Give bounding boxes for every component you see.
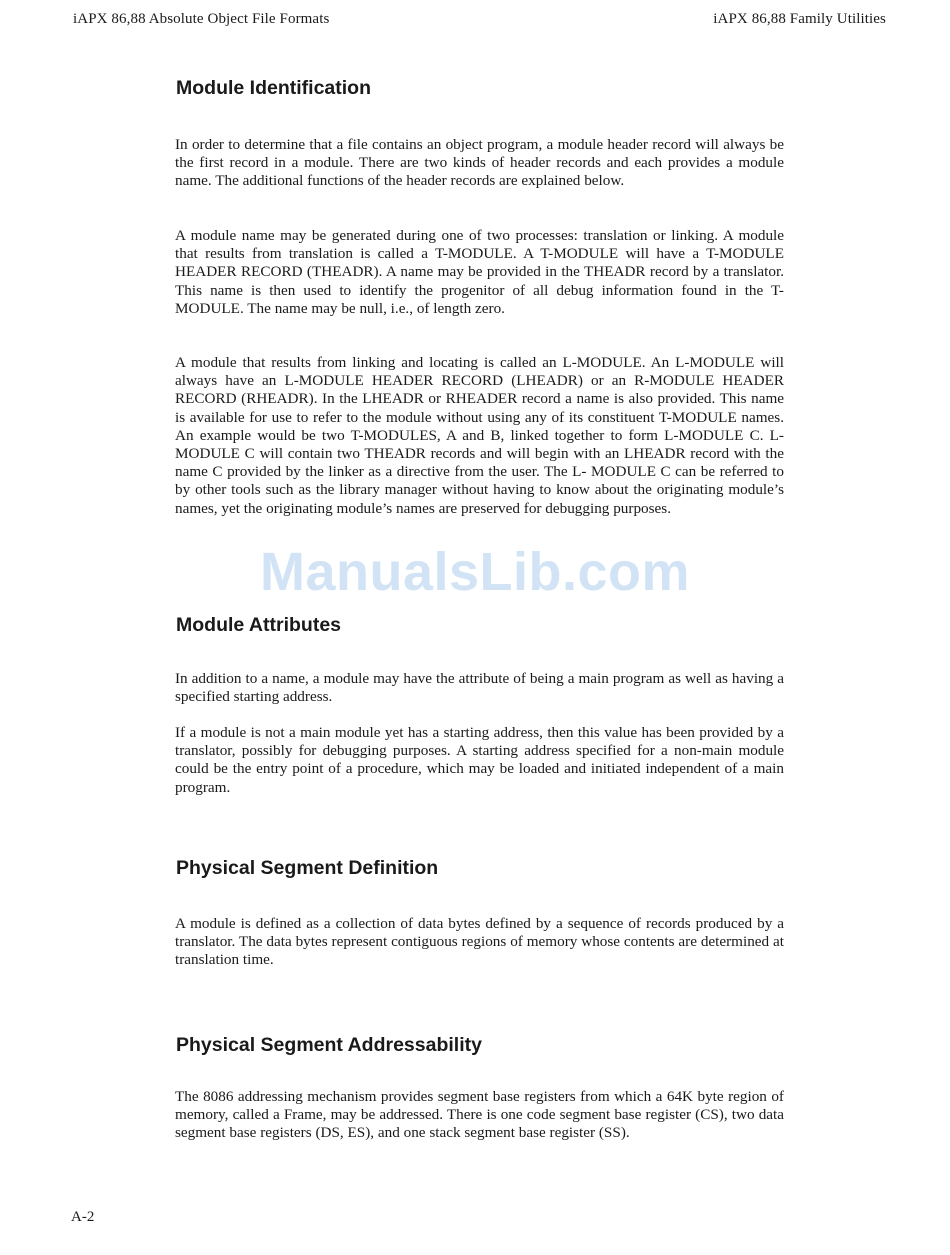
section-heading-physical-segment-addressability: Physical Segment Addressability (176, 1034, 482, 1056)
watermark: ManualsLib.com (259, 542, 691, 602)
paragraph: A module name may be generated during one of two processes: translation or linking. A module that results from translation is called a T-MODULE. A T-MODULE will have a T-MODULE HEADER RECORD (THEADR). A name may be provided in the THEADR record by a translator. This name is then used to identify the progenitor of all debug information found in the T-MODULE. The name may be null, i.e., of length zero. (175, 227, 784, 317)
running-header-left: iAPX 86,88 Absolute Object File Formats (73, 11, 330, 27)
section-heading-module-identification: Module Identification (176, 77, 371, 99)
section-heading-module-attributes: Module Attributes (176, 614, 342, 636)
section-heading-physical-segment-definition: Physical Segment Definition (176, 857, 439, 879)
paragraph: If a module is not a main module yet has a starting address, then this value has been provided by a translator, possibly for debugging purposes. A starting address specified for a non-main module could be the entry point of a procedure, which may be loaded and initiated independent of a main program. (175, 724, 784, 796)
paragraph: In addition to a name, a module may have the attribute of being a main program as well as having a specified starting address. (175, 670, 784, 706)
paragraph: The 8086 addressing mechanism provides segment base registers from which a 64K byte region of memory, called a Frame, may be addressed. There is one code segment base register (CS), two data segment base registers (DS, ES), and one stack segment base register (SS). (175, 1088, 784, 1142)
paragraph: A module that results from linking and locating is called an L-MODULE. An L-MODULE will always have an L-MODULE HEADER RECORD (LHEADR) or an R-MODULE HEADER RECORD (RHEADR). In the LHEADR or RHEADER record a name is also provided. This name is available for use to refer to the module without using any of its constituent T-MODULE names. An example would be two T-MODULES, A and B, linked together to form L-MODULE C. L- MODULE C will contain two THEADR records and will begin with an LHEADR record with the name C provided by the linker as a directive from the user. The L- MODULE C can be referred to by other tools such as the library manager without having to know about the originating module’s names, yet the originating module’s names are preserved for debugging purposes. (175, 354, 784, 517)
paragraph: A module is defined as a collection of data bytes defined by a sequence of records produced by a translator. The data bytes represent contiguous regions of memory whose contents are determined at translation time. (175, 915, 784, 969)
running-header-right: iAPX 86,88 Family Utilities (713, 11, 886, 27)
paragraph: In order to determine that a file contains an object program, a module header record will always be the first record in a module. There are two kinds of header records and each provides a module name. The additional functions of the header records are explained below. (175, 136, 784, 190)
page-number: A-2 (71, 1209, 95, 1225)
